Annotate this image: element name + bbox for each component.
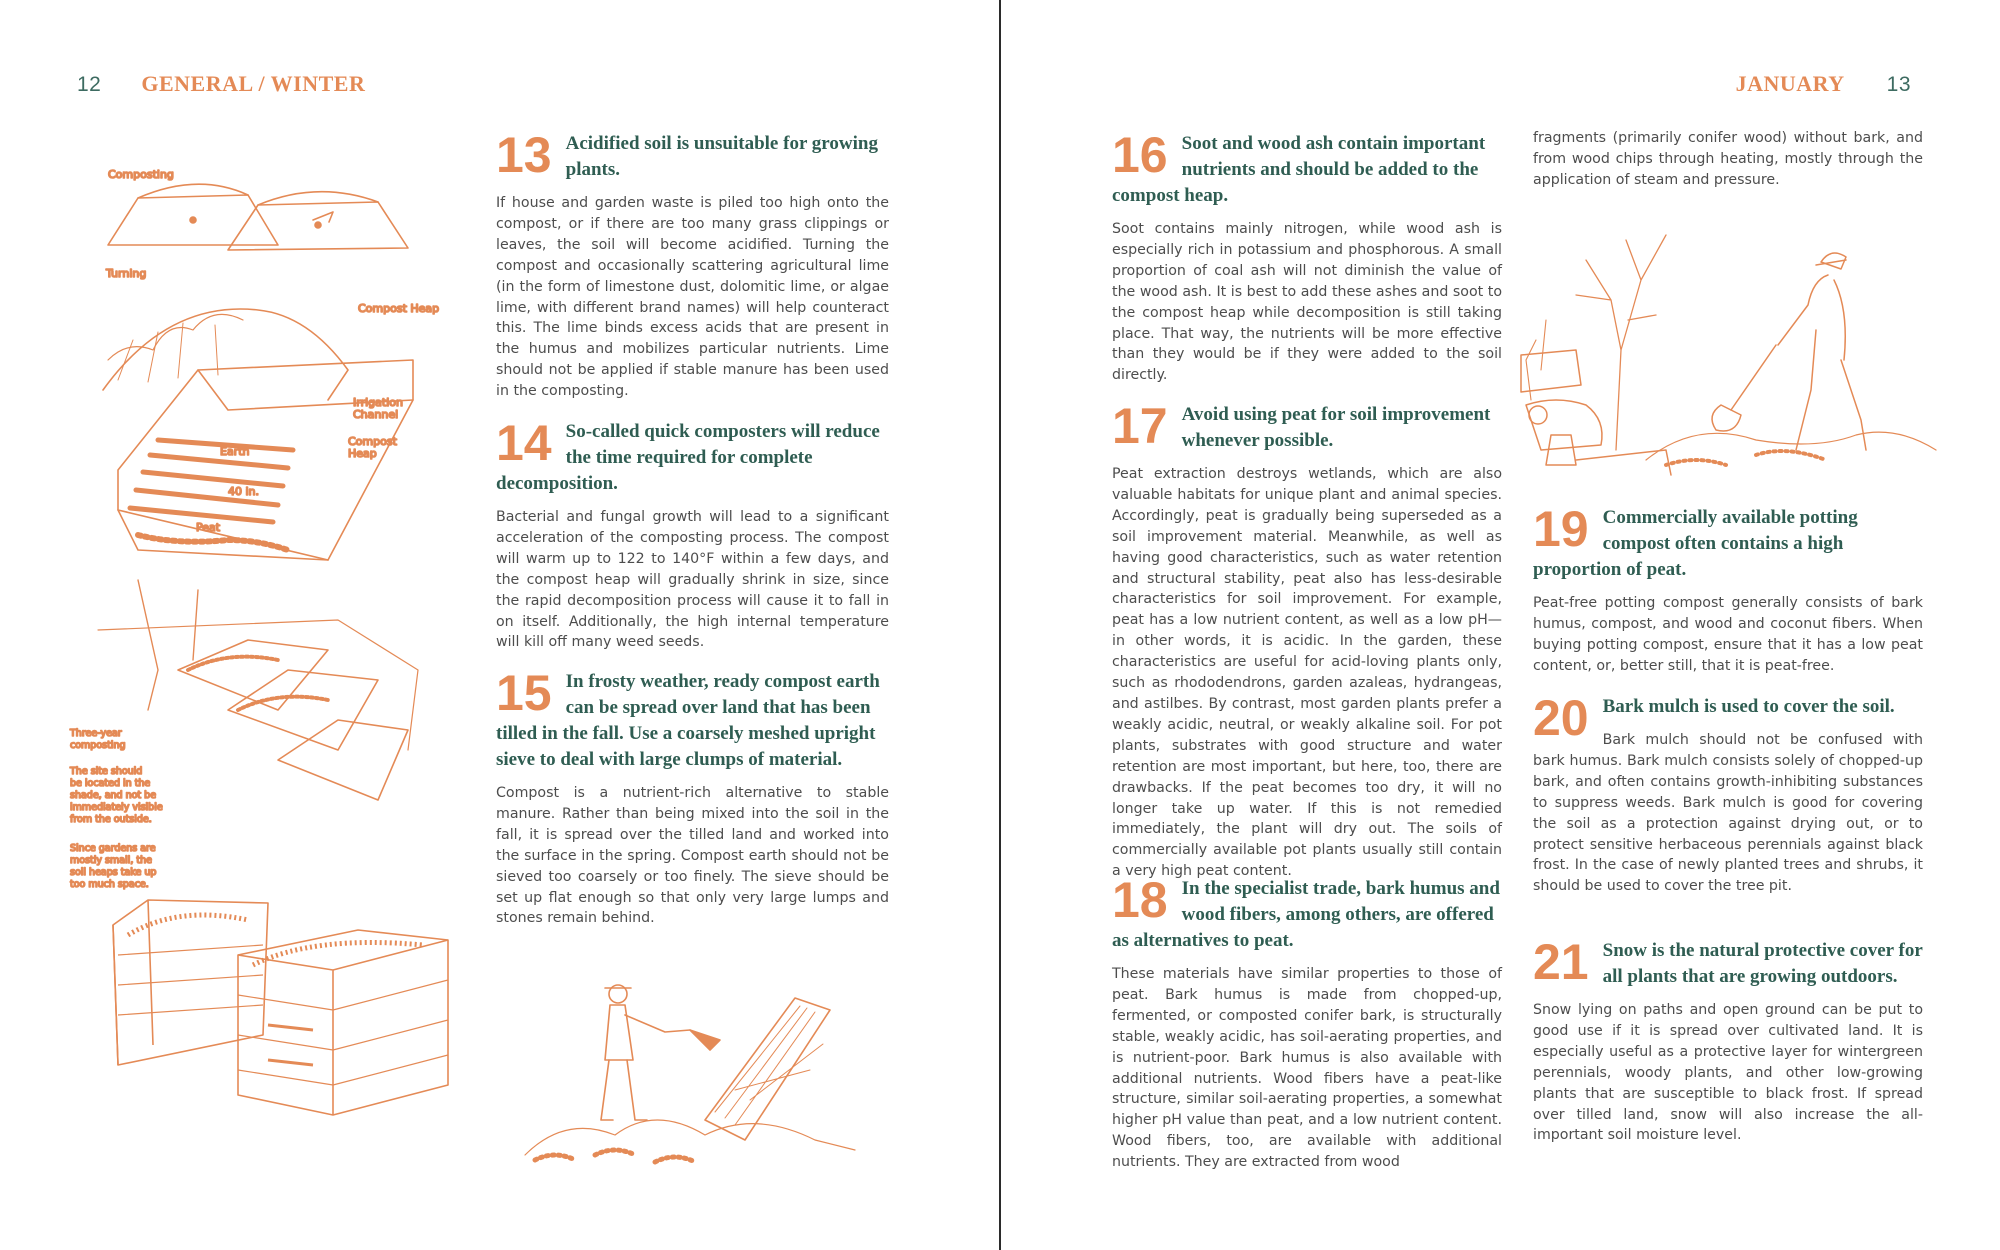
tip-number: 16: [1112, 127, 1168, 183]
label-compost-2b: Heap: [348, 447, 377, 460]
tip-heading: 13 Acidified soil is unsuitable for growing plants.: [496, 127, 878, 183]
svg-text:shade, and not be: shade, and not be: [70, 790, 157, 801]
left-page-header: [77, 71, 365, 97]
tip-number: 14: [496, 415, 552, 471]
label-irrigation-1: Irrigation: [353, 396, 403, 409]
tip-heading: 21 Snow is the natural protective cover for all plants that are growing outdoors.: [1533, 934, 1923, 990]
tip-body: Compost is a nutrient-rich alternative to stable manure. Rather than being mixed into the soil in the fall, it is spread over the tilled land and worked into the surface in the spring. Compost earth should not be sieved too coarsely or too finely. The sieve should be set up flat enough so that only very large lumps and stones remain behind.: [496, 785, 889, 927]
svg-text:from the outside.: from the outside.: [70, 814, 152, 825]
site-note: [69, 766, 163, 825]
tip-body: Bacterial and fungal growth will lead to a significant acceleration of the composting process. The compost will warm up to 122 to 140°F within a few days, and the compost heap will gradually shrink in size, since the rapid decomposition process will cause it to fall in on itself. Additionally, the high internal temperature will kill off many weed seeds.: [496, 509, 889, 651]
tip-number: 20: [1533, 690, 1589, 746]
tip-body: Snow lying on paths and open ground can be put to good use if it is spread over cultivated land. It is especially useful as a protective layer for wintergreen perennials, woody plants, and other low-growing plants that are susceptible to black frost. If spread over tilled land, snow will also increase the all-important soil moisture level.: [1533, 1002, 1923, 1144]
gardens-note: [70, 843, 156, 890]
tip-14: [496, 415, 889, 653]
tip-heading: 19 Commercially available potting compost often contains a high proportion of peat.: [1533, 501, 1858, 580]
right-page-header: [1736, 71, 1911, 97]
compost-crates-illustration: [108, 895, 458, 1120]
tip-19: [1533, 501, 1923, 677]
tip-body: Bark mulch should not be confused with bark humus. Bark mulch consists solely of chopped-up bark, and often contains growth-inhibiting substances to suppress weeds. Bark mulch is good for covering the soil as a protection against drying out, or to protect sensitive herbaceous perennials against black frost. In the case of newly planted trees and shrubs, it should be used to cover the tree pit.: [1533, 732, 1923, 895]
tip-number: 21: [1533, 934, 1589, 990]
tip-body: Peat-free potting compost generally consists of bark humus, compost, and wood and coconut fibers. When buying potting compost, ensure that it has a low peat content, or, better still, that it is peat-free.: [1533, 595, 1923, 674]
tip-number: 15: [496, 665, 552, 721]
label-40-in: 40 in.: [228, 485, 260, 498]
tip-heading: 17 Avoid using peat for soil improvement whenever possible.: [1112, 398, 1491, 454]
tip-15: [496, 665, 889, 929]
tip-body: If house and garden waste is piled too high onto the compost, or if there are too many grass clippings or leaves, the soil will become acidified. Turning the compost and occasionally scattering agricultural lime (in the form of limestone dust, dolomitic lime, or algae lime, with different brand names) will help counteract this. The lime binds excess acids that are present in the humus and mobilizes particular nutrients. Lime should not be applied if stable manure has been used in the composting.: [496, 195, 889, 400]
tip-heading: 14 So-called quick composters will reduce the time required for complete decomposition.: [496, 415, 880, 494]
page-number: 12: [77, 73, 102, 96]
svg-text:too much space.: too much space.: [70, 879, 149, 890]
tip-number: 13: [496, 127, 552, 183]
continued-text: fragments (primarily conifer wood) without bark, and from wood chips through heating, mostly through the application of steam and pressure.: [1533, 130, 1923, 188]
tip-heading: 18 In the specialist trade, bark humus and wood fibers, among others, are offered as alternatives to peat.: [1112, 872, 1500, 951]
tip-number: 18: [1112, 872, 1168, 928]
label-compost-heap: Compost Heap: [358, 302, 440, 315]
label-turning: Turning: [106, 267, 147, 280]
svg-text:soil heaps take up: soil heaps take up: [70, 867, 157, 878]
label-three-year-1: Three-year: [70, 728, 122, 739]
tip-body: Soot contains mainly nitrogen, while wood ash is especially rich in potassium and phosphorous. A small proportion of coal ash will not diminish the value of the wood ash. It is best to add these ashes and soot to the compost heap while decomposition is still taking place. That way, the nutrients will be more effective than they would be if they were added to the soil directly.: [1112, 221, 1502, 384]
right-page: [1001, 0, 2000, 1250]
label-earth: Earth: [220, 445, 250, 458]
tip-18: [1112, 872, 1502, 1173]
tip-21: [1533, 934, 1923, 1146]
svg-text:be located in the: be located in the: [70, 778, 151, 789]
svg-text:The site should: The site should: [70, 766, 143, 777]
sieve-illustration: [505, 980, 865, 1175]
label-composting: Composting: [108, 168, 174, 181]
svg-text:immediately visible: immediately visible: [70, 802, 163, 813]
label-irrigation-2: Channel: [353, 408, 399, 421]
tip-number: 19: [1533, 501, 1589, 557]
tip-heading: 15 In frosty weather, ready compost earth can be spread over land that has been tilled in the fall. Use a coarsely meshed upright sieve to deal with large clumps of material.: [496, 665, 880, 770]
section-title: GENERAL / WINTER: [141, 71, 366, 96]
tip-number: 17: [1112, 398, 1168, 454]
svg-text:mostly small, the: mostly small, the: [70, 855, 152, 866]
tip-body: Peat extraction destroys wetlands, which are also valuable habitats for unique plant and animal species. Accordingly, peat is gradually being superseded as a soil improvement material. Meanwhile, as well as having good characteristics, such as water retention and structural stability, peat also has less-desirable characteristics for soil improvement. For example, peat has a low nutrient content, as well as a low pH—in other words, it is acidic. In the garden, these characteristics are useful for acid-loving plants only, such as rhododendrons, garden azaleas, hydrangeas, and astilbes. By contrast, most garden plants prefer a weakly acidic, neutral, or weakly alkaline soil. For pot plants, substrates with good structure and water retention are most important, but here, too, there are drawbacks. If the peat becomes too dry, it will no longer take up water. If this is not remedied immediately, the plant will dry out. The soils of commercially available pot plants usually still contain a very high peat content.: [1112, 466, 1502, 880]
gardener-ash-illustration: [1516, 220, 1936, 480]
label-peat: Peat: [196, 521, 221, 534]
tip-20: [1533, 690, 1923, 897]
svg-text:Since gardens are: Since gardens are: [70, 843, 156, 854]
label-compost-2a: Compost: [348, 435, 397, 448]
tip-16: [1112, 127, 1502, 386]
label-three-year-2: composting: [70, 740, 126, 751]
section-title: JANUARY: [1735, 71, 1845, 96]
tip-17: [1112, 398, 1502, 882]
page-number: 13: [1886, 73, 1911, 96]
tip-heading: 20 Bark mulch is used to cover the soil.: [1533, 690, 1895, 746]
tip-heading: 16 Soot and wood ash contain important nutrients and should be added to the compost heap.: [1112, 127, 1486, 206]
tip-body: These materials have similar properties to those of peat. Bark humus is made from chopped-up, fermented, or composted conifer bark, is structurally stable, weakly acidic, has soil-aerating properties, and is nutrient-poor. Bark humus is also available with additional nutrients. Wood fibers have a peat-like structure, similar soil-aerating properties, a somewhat higher pH value than peat, and a low nutrient content. Wood fibers, too, are available with additional nutrients. They are extracted from wood: [1112, 966, 1502, 1171]
composting-illustration: [70, 150, 458, 950]
tip-13: [496, 127, 889, 402]
